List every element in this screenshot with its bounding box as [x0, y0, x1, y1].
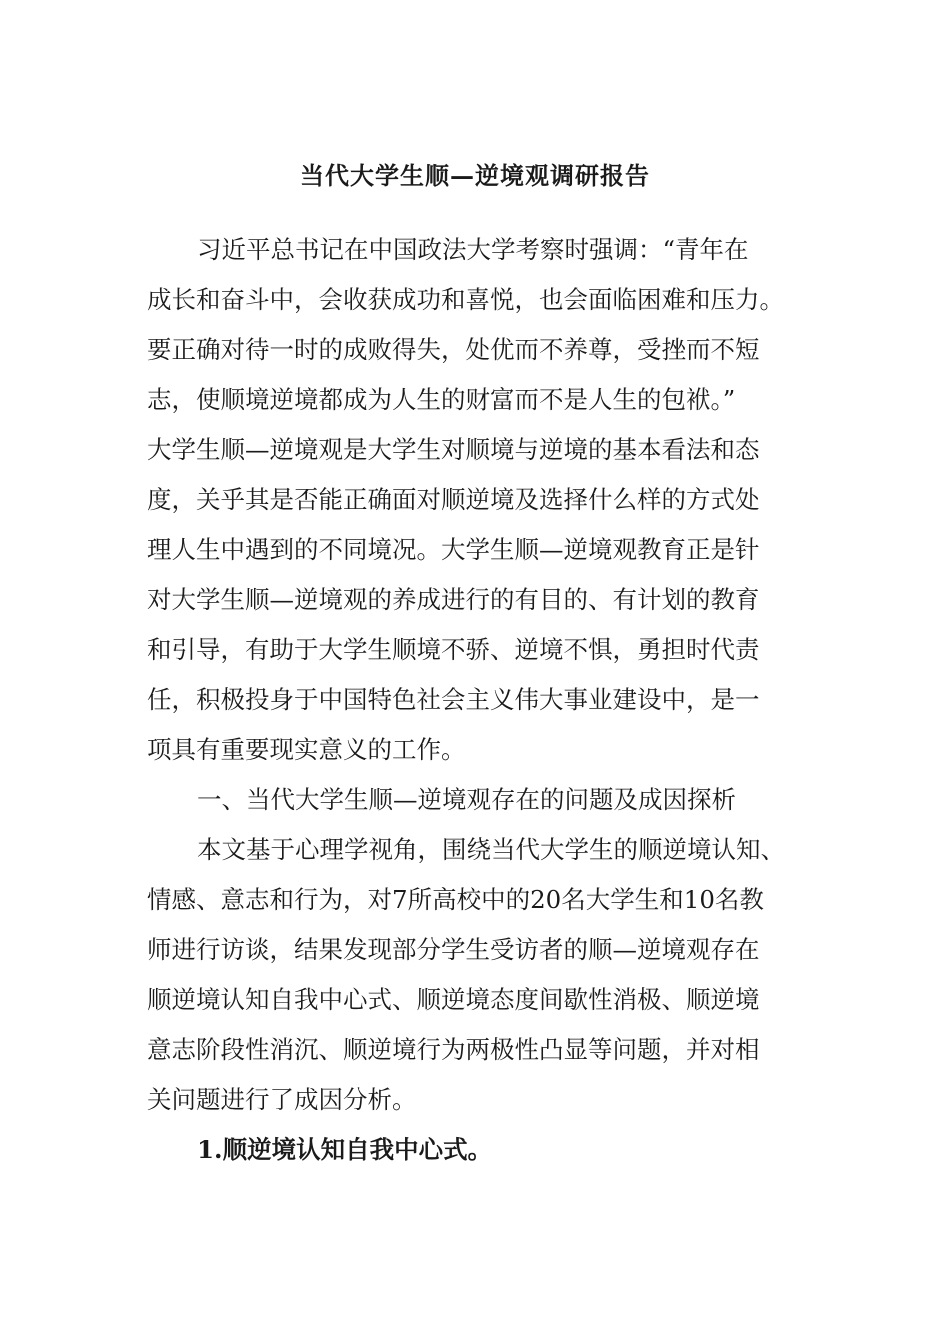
section-heading: 一、当代大学生顺—逆境观存在的问题及成因探析: [197, 785, 736, 814]
paragraph-line: 习近平总书记在中国政法大学考察时强调：“青年在: [197, 235, 749, 264]
paragraph-line: 关问题进行了成因分析。: [147, 1085, 417, 1114]
paragraph-line: 项具有重要现实意义的工作。: [147, 735, 466, 764]
paragraph-line: 师进行访谈，结果发现部分学生受访者的顺—逆境观存在: [147, 935, 760, 964]
document-title: 当代大学生顺—逆境观调研报告: [300, 161, 650, 190]
paragraph-line: 要正确对待一时的成败得失，处优而不养尊，受挫而不短: [147, 335, 760, 364]
paragraph-line: 大学生顺—逆境观是大学生对顺境与逆境的基本看法和态: [147, 435, 760, 464]
paragraph-line: 顺逆境认知自我中心式、顺逆境态度间歇性消极、顺逆境: [147, 985, 760, 1014]
paragraph-line: 意志阶段性消沉、顺逆境行为两极性凸显等问题，并对相: [147, 1035, 760, 1064]
paragraph-line: 本文基于心理学视角，围绕当代大学生的顺逆境认知、: [197, 835, 785, 864]
paragraph-line: 对大学生顺—逆境观的养成进行的有目的、有计划的教育: [147, 585, 760, 614]
paragraph-line: 和引导，有助于大学生顺境不骄、逆境不惧，勇担时代责: [147, 635, 760, 664]
paragraph-line: 理人生中遇到的不同境况。大学生顺—逆境观教育正是针: [147, 535, 760, 564]
paragraph-line: 情感、意志和行为，对7所高校中的20名大学生和10名教: [147, 885, 764, 914]
subsection-heading: 1.顺逆境认知自我中心式。: [197, 1135, 493, 1164]
paragraph-line: 度，关乎其是否能正确面对顺逆境及选择什么样的方式处: [147, 485, 760, 514]
paragraph-line: 志，使顺境逆境都成为人生的财富而不是人生的包袱。”: [147, 385, 736, 414]
paragraph-line: 任，积极投身于中国特色社会主义伟大事业建设中，是一: [147, 685, 760, 714]
paragraph-line: 成长和奋斗中，会收获成功和喜悦，也会面临困难和压力。: [147, 285, 784, 314]
